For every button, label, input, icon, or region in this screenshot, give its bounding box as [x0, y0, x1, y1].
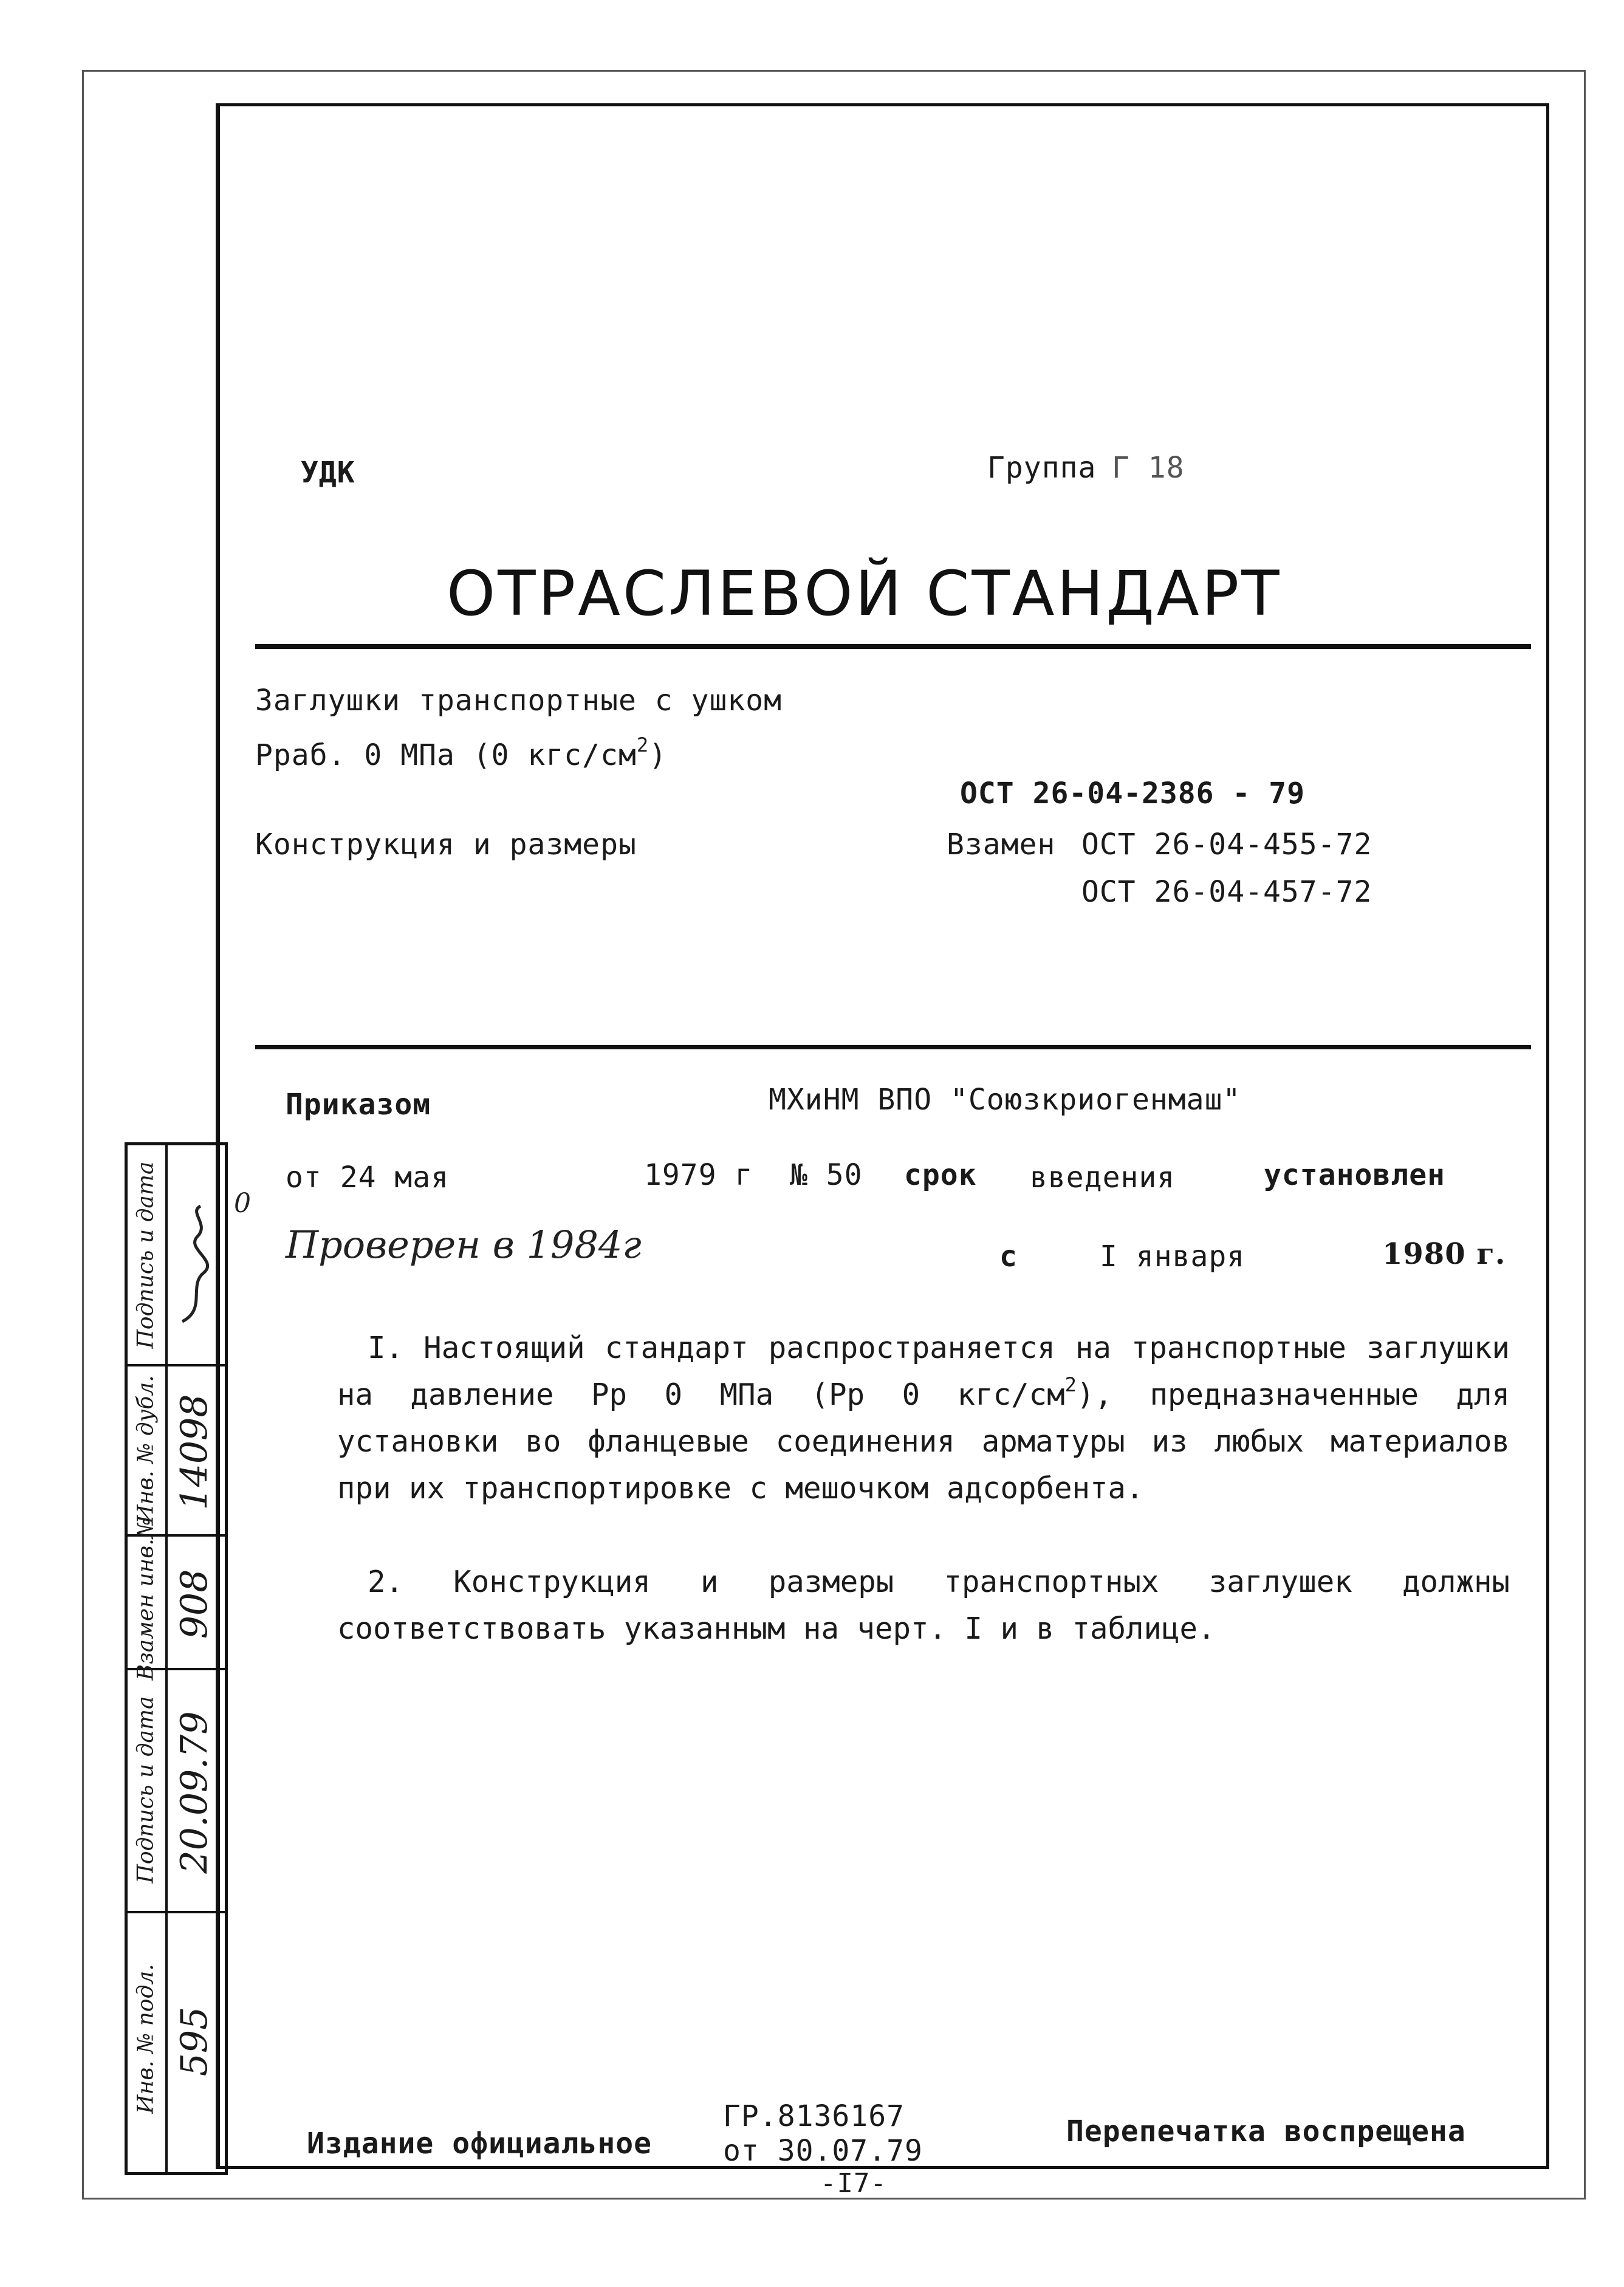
stamp-value: 20.09.79 — [173, 1711, 216, 1874]
standard-pressure — [255, 733, 668, 772]
replaces-label: Взамен — [947, 828, 1056, 862]
from-label: с — [999, 1240, 1018, 1274]
footer-reprint: Перепечатка воспрещена — [1066, 2114, 1466, 2148]
footer-page-number: -I7- — [820, 2168, 887, 2199]
margin-mark: 0 — [234, 1188, 251, 1219]
order-ministry: МХиНМ ВПО "Союзкриогенмаш" — [769, 1083, 1241, 1117]
group-value: Г 18 — [1112, 451, 1185, 485]
paragraph-1-text-2: ), предназначенные для установки во фланцевые соединения арматуры из любых материалов при их транспортировке с мешочком адсорбента. — [337, 1377, 1510, 1506]
footer-official: Издание официальное — [307, 2127, 653, 2161]
standard-title: Заглушки транспортные с ушком — [255, 684, 783, 718]
footer-reg-number: ГР.8136167 — [723, 2099, 905, 2133]
paragraph-2: 2. Конструкция и размеры транспортных заглушек должны соответствовать указанным на черт. I и в таблице. — [337, 1565, 1510, 1646]
banner-title: ОТРАСЛЕВОЙ СТАНДАРТ — [447, 558, 1282, 630]
stamp-label: Инв. № подл. — [133, 1964, 159, 2114]
order-number: № 50 — [790, 1158, 863, 1192]
order-rule — [255, 1045, 1531, 1049]
banner-rule — [255, 644, 1531, 649]
stamp-value: 908 — [173, 1569, 216, 1639]
stamp-value: 595 — [173, 2006, 216, 2077]
order-year: 1979 г — [644, 1158, 753, 1192]
replaces-1: ОСТ 26-04-455-72 — [1081, 828, 1372, 862]
footer-reg-date: от 30.07.79 — [723, 2134, 923, 2168]
stamp-label: Взамен инв.№ — [133, 1518, 159, 1681]
udk-label: УДК — [301, 456, 355, 490]
pressure-text: Рраб. 0 МПа (0 кгс/см — [255, 738, 637, 772]
checked-handwritten: Проверен в 1984г — [286, 1222, 642, 1267]
stamp-label: Инв. № дубл. — [133, 1375, 159, 1524]
order-prikaz: Приказом — [286, 1088, 431, 1122]
order-established: установлен — [1264, 1158, 1445, 1192]
standard-subtitle: Конструкция и размеры — [255, 828, 637, 862]
order-term: срок — [904, 1158, 977, 1192]
pressure-suffix: ) — [649, 738, 668, 772]
stamp-label: Подпись и дата — [133, 1161, 159, 1349]
order-intro: введения — [1030, 1161, 1176, 1195]
stamp-value: 14098 — [173, 1394, 216, 1510]
paragraph-1-sup: 2 — [1064, 1373, 1077, 1396]
paragraph-1-text: I. Настоящий стандарт распространяется на транспортные заглушки на давление Рр 0 МПа (Рр 0 кгс/см — [337, 1331, 1510, 1412]
inner-frame — [216, 103, 1549, 2169]
order-date: от 24 мая — [286, 1161, 450, 1195]
standard-number: ОСТ 26-04-2386 - 79 — [960, 777, 1306, 811]
group-label: Группа — [987, 451, 1097, 485]
approval-stamp — [125, 1142, 228, 2175]
stamp-label: Подпись и дата — [133, 1696, 159, 1884]
signature-icon — [170, 1200, 225, 1334]
pressure-sup: 2 — [636, 733, 649, 756]
from-year: 1980 г. — [1382, 1237, 1506, 1271]
from-date: I января — [1100, 1240, 1245, 1274]
paragraph-1 — [337, 1325, 1510, 1512]
replaces-2: ОСТ 26-04-457-72 — [1081, 875, 1372, 909]
